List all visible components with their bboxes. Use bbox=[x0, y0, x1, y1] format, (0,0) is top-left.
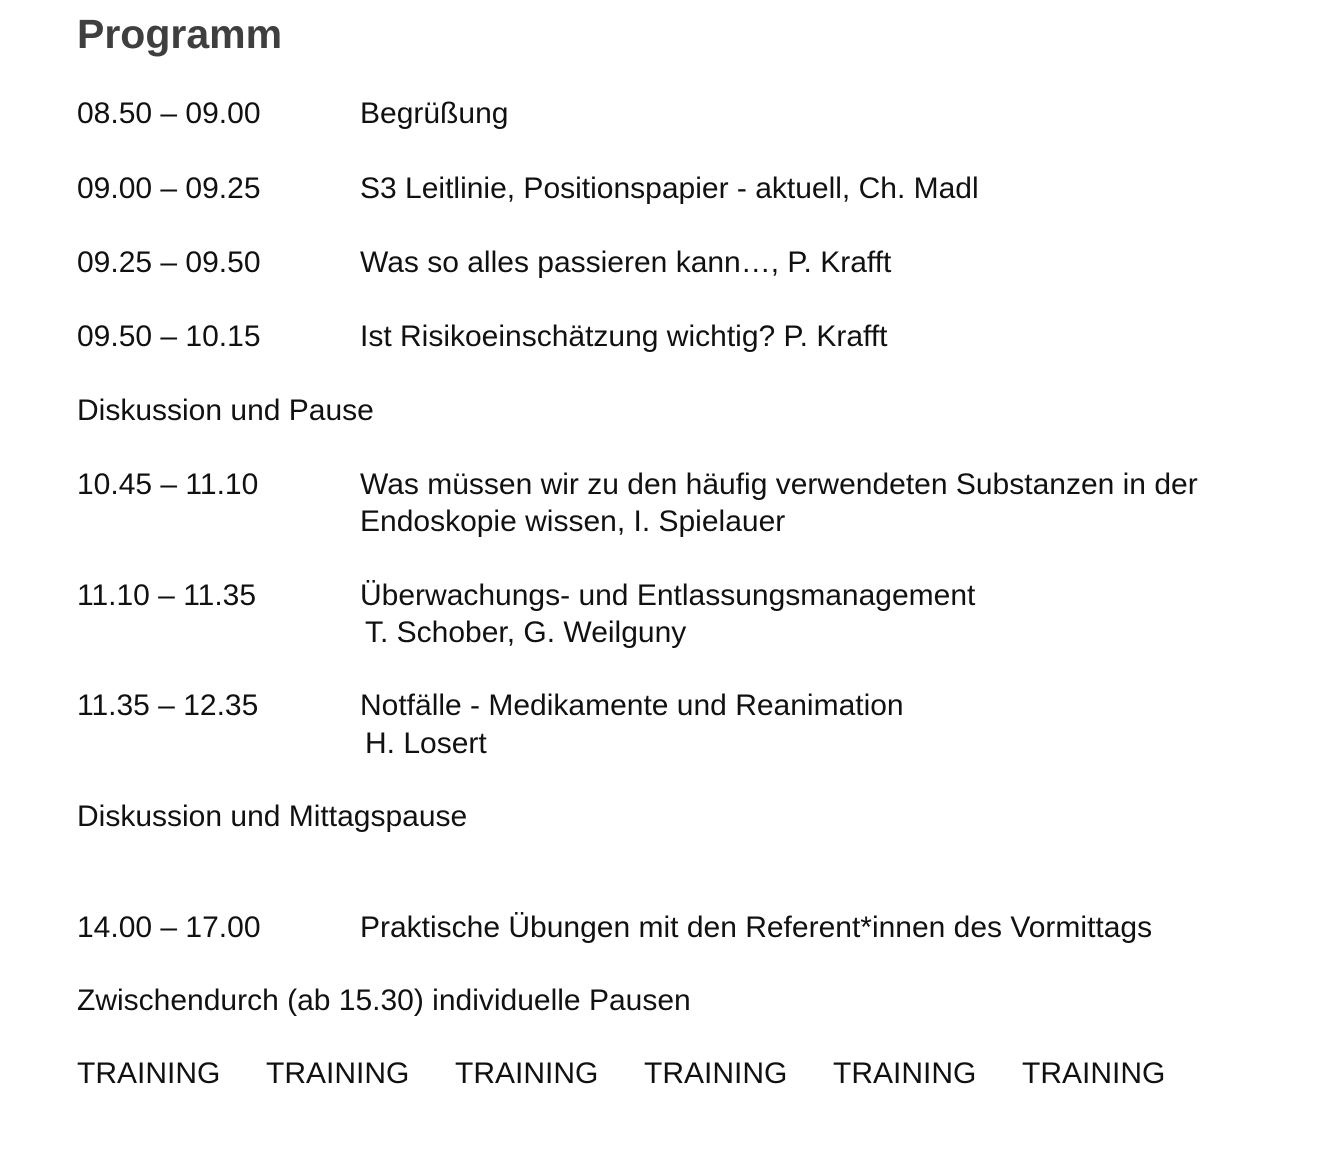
agenda-item-speakers: H. Losert bbox=[365, 727, 487, 760]
training-label: TRAINING bbox=[455, 1057, 599, 1090]
agenda-item: Notfälle - Medikamente und Reanimation bbox=[360, 689, 904, 722]
agenda-item: Praktische Übungen mit den Referent*innen des Vormittags bbox=[360, 911, 1153, 944]
time-slot: 14.00 – 17.00 bbox=[77, 911, 261, 944]
time-slot: 09.00 – 09.25 bbox=[77, 172, 261, 205]
agenda-item: S3 Leitlinie, Positionspapier - aktuell, Ch. Madl bbox=[360, 172, 979, 205]
training-label: TRAINING bbox=[833, 1057, 977, 1090]
time-slot: 11.10 – 11.35 bbox=[77, 579, 257, 612]
training-label: TRAINING bbox=[266, 1057, 410, 1090]
training-label: TRAINING bbox=[1022, 1057, 1166, 1090]
time-slot: 09.50 – 10.15 bbox=[77, 320, 261, 353]
agenda-item: Überwachungs- und Entlassungsmanagement bbox=[360, 579, 976, 612]
agenda-item-speakers: T. Schober, G. Weilguny bbox=[365, 616, 687, 649]
training-label: TRAINING bbox=[77, 1057, 221, 1090]
page-title: Programm bbox=[77, 11, 283, 57]
time-slot: 08.50 – 09.00 bbox=[77, 97, 261, 130]
agenda-item: Begrüßung bbox=[360, 97, 509, 130]
agenda-item: Was so alles passieren kann…, P. Krafft bbox=[360, 246, 892, 279]
training-label: TRAINING bbox=[644, 1057, 788, 1090]
break-note: Diskussion und Mittagspause bbox=[77, 800, 468, 833]
time-slot: 10.45 – 11.10 bbox=[77, 468, 259, 501]
time-slot: 11.35 – 12.35 bbox=[77, 689, 259, 722]
break-note: Diskussion und Pause bbox=[77, 394, 374, 427]
agenda-item-continuation: Endoskopie wissen, I. Spielauer bbox=[360, 505, 786, 538]
agenda-item: Ist Risikoeinschätzung wichtig? P. Krafft bbox=[360, 320, 888, 353]
agenda-item: Was müssen wir zu den häufig verwendeten Substanzen in der bbox=[360, 468, 1198, 501]
time-slot: 09.25 – 09.50 bbox=[77, 246, 261, 279]
break-note: Zwischendurch (ab 15.30) individuelle Pausen bbox=[77, 984, 691, 1017]
